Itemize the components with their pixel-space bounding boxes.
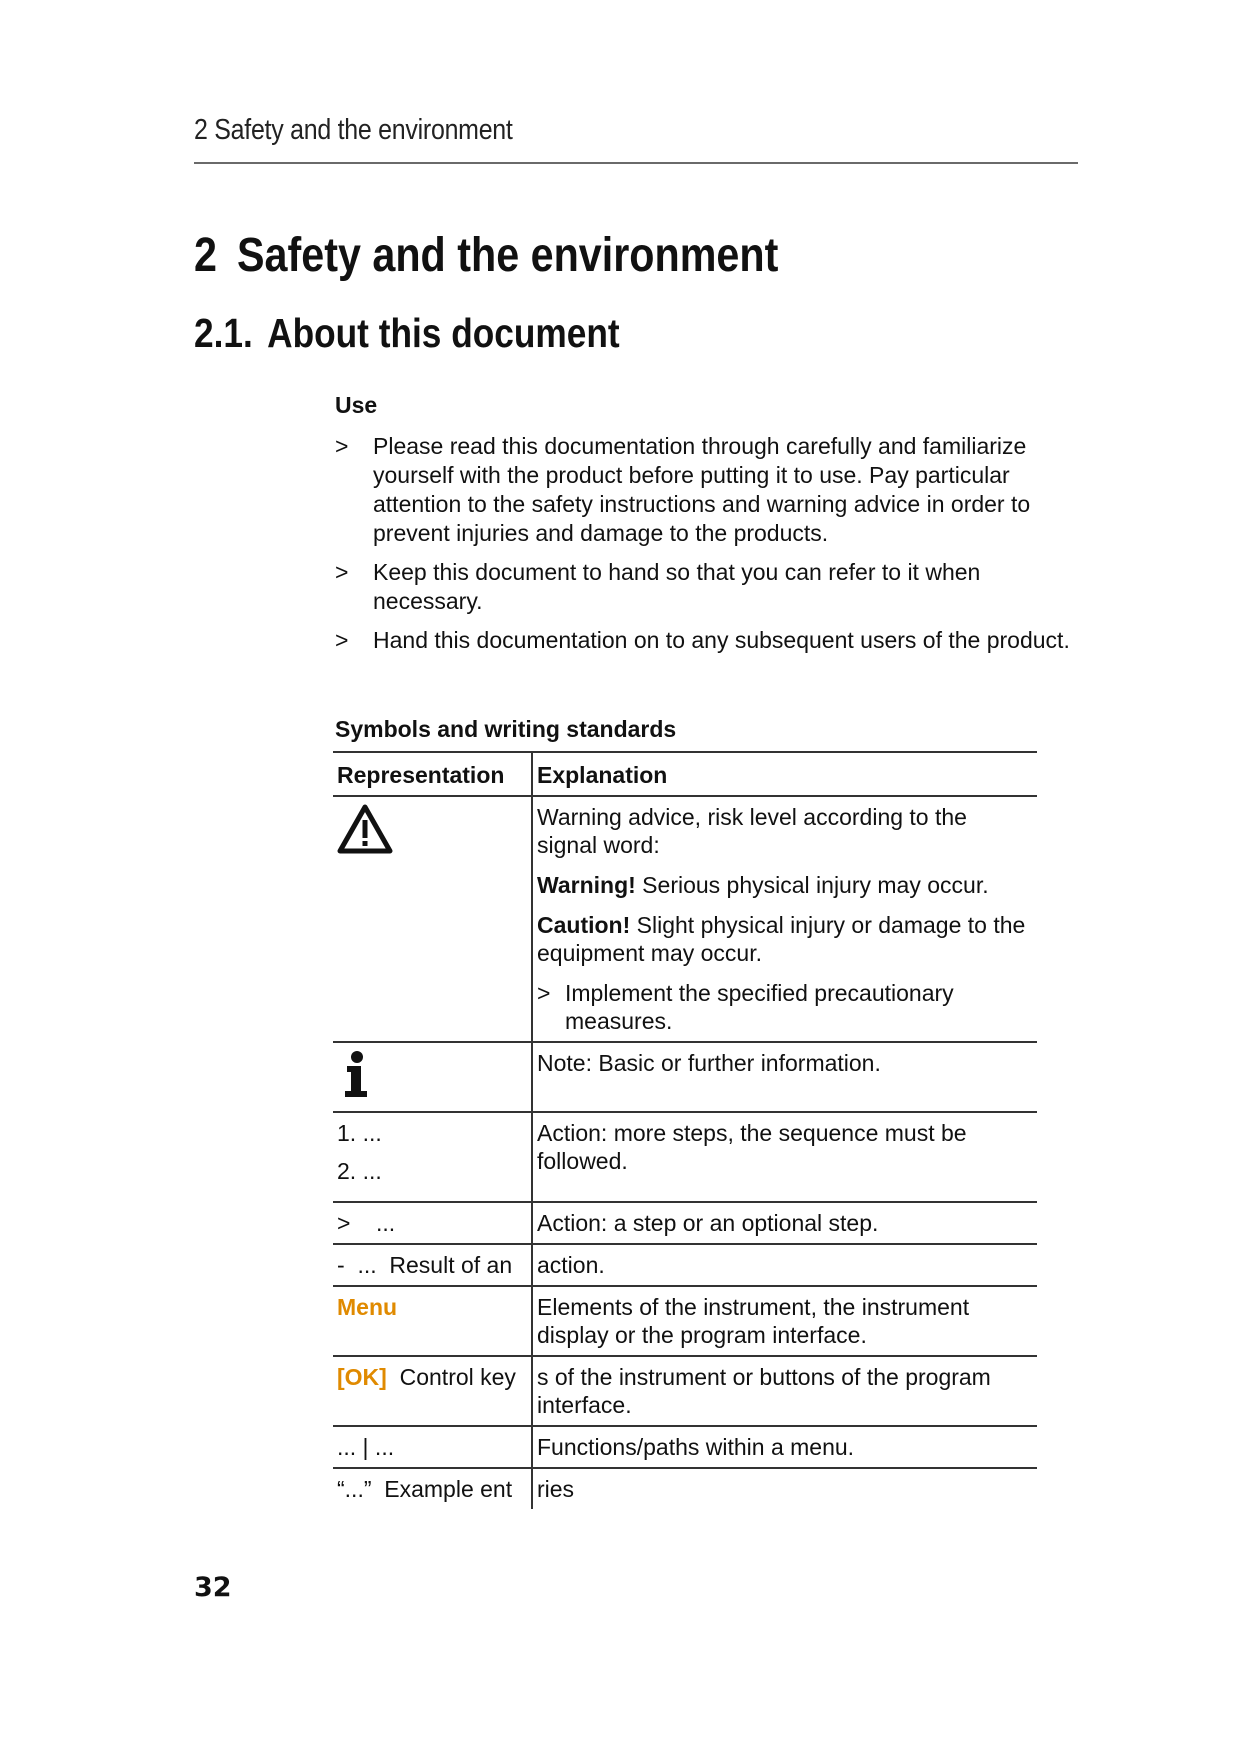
warning-line bbox=[537, 871, 1033, 899]
result-text: action. bbox=[532, 1244, 1037, 1286]
table-row bbox=[333, 1202, 1037, 1244]
bullet-marker: > bbox=[335, 433, 349, 459]
table-row bbox=[333, 1356, 1037, 1426]
bullet-marker: > bbox=[335, 559, 349, 585]
list-item bbox=[335, 558, 1095, 616]
menu-label: Menu bbox=[337, 1294, 398, 1320]
warning-triangle-icon bbox=[337, 834, 393, 860]
info-icon bbox=[337, 1078, 377, 1104]
optional-step-text: Action: a step or an optional step. bbox=[532, 1202, 1037, 1244]
table-header-row bbox=[333, 752, 1037, 796]
precaution-text: Implement the specified precautionary measures. bbox=[565, 980, 954, 1034]
symbols-heading: Symbols and writing standards bbox=[335, 716, 677, 742]
keys-repr: Control key bbox=[386, 1364, 516, 1390]
bullet-marker: > bbox=[335, 627, 349, 653]
table-row bbox=[333, 1286, 1037, 1356]
table-row bbox=[333, 796, 1037, 1042]
list-item-text: Please read this documentation through carefully and familiarize yourself with the product before putting it to use. Pay particular attention to the safety instructions and warning advice in order to prevent injuries and damage to the products. bbox=[373, 433, 1031, 546]
steps-text: Action: more steps, the sequence must be followed. bbox=[532, 1112, 1037, 1202]
table-row bbox=[333, 1244, 1037, 1286]
result-repr: - ... Result of an bbox=[333, 1244, 532, 1286]
chapter-title bbox=[194, 228, 778, 283]
column-header-explanation: Explanation bbox=[532, 752, 1037, 796]
warning-text: Serious physical injury may occur. bbox=[635, 872, 989, 898]
optional-step-repr: > ... bbox=[333, 1202, 532, 1244]
table-row bbox=[333, 1042, 1037, 1112]
path-repr: ... | ... bbox=[333, 1426, 532, 1468]
use-heading: Use bbox=[335, 392, 378, 418]
running-header: 2 Safety and the environment bbox=[194, 114, 513, 146]
warning-intro: Warning advice, risk level according to the signal word: bbox=[537, 804, 967, 858]
list-item-text: Hand this documentation on to any subsequent users of the product. bbox=[373, 627, 1070, 653]
warning-label: Warning! bbox=[537, 872, 636, 898]
table-row bbox=[333, 1112, 1037, 1202]
chapter-title-text: Safety and the environment bbox=[237, 229, 779, 282]
list-item-text: Keep this document to hand so that you can refer to it when necessary. bbox=[373, 559, 981, 614]
use-list bbox=[335, 432, 1095, 665]
example-text: ries bbox=[537, 1476, 575, 1502]
list-item bbox=[335, 432, 1095, 548]
section-title bbox=[194, 310, 620, 357]
caution-label: Caution! bbox=[537, 912, 631, 938]
step-two: 2. ... bbox=[337, 1158, 382, 1184]
column-header-representation: Representation bbox=[333, 752, 532, 796]
path-text: Functions/paths within a menu. bbox=[532, 1426, 1037, 1468]
table-row bbox=[333, 1468, 1037, 1509]
caution-text: Slight physical injury or damage to the equipment may occur. bbox=[537, 912, 1026, 966]
chapter-number: 2 bbox=[194, 229, 217, 282]
section-number: 2.1. bbox=[194, 310, 253, 356]
keys-text: s of the instrument or buttons of the program interface. bbox=[532, 1356, 1037, 1426]
step-one: 1. ... bbox=[337, 1120, 382, 1146]
list-item bbox=[335, 626, 1095, 655]
bullet-marker: > bbox=[537, 980, 551, 1006]
table-row bbox=[333, 1426, 1037, 1468]
section-title-text: About this document bbox=[267, 310, 620, 356]
caution-line bbox=[537, 911, 1033, 967]
precaution-bullet bbox=[537, 979, 1033, 1035]
ok-key-label: [OK] bbox=[337, 1364, 387, 1390]
example-repr: “...” Example ent bbox=[333, 1468, 532, 1509]
symbols-table bbox=[333, 751, 1037, 1509]
info-text: Note: Basic or further information. bbox=[532, 1042, 1037, 1112]
page-number: 32 bbox=[194, 1572, 232, 1603]
header-rule bbox=[194, 162, 1078, 164]
menu-text: Elements of the instrument, the instrument display or the program interface. bbox=[532, 1286, 1037, 1356]
